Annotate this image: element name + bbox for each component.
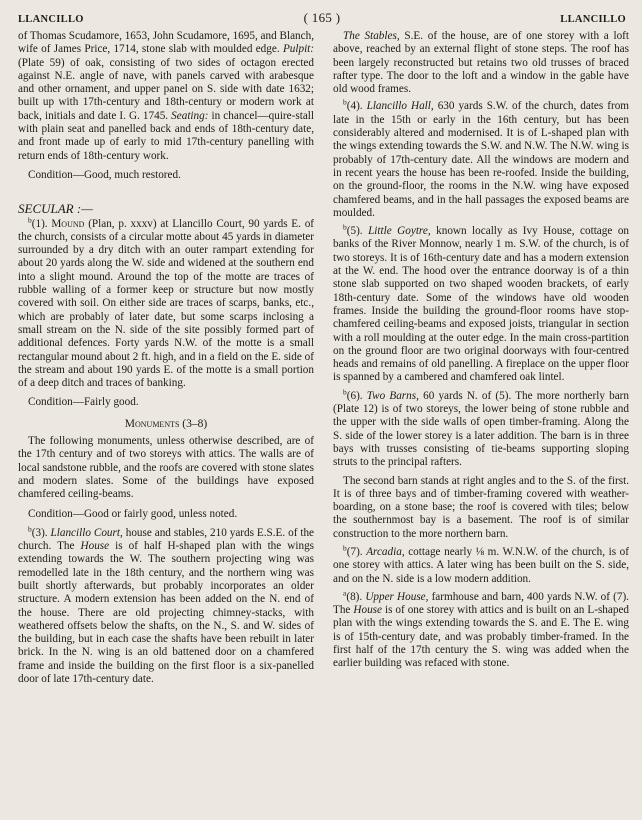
seating-label: Seating: <box>171 109 209 122</box>
entry-4-llancillo-hall <box>333 97 629 220</box>
fittings-paragraph <box>18 30 314 163</box>
condition-fittings: Condition—Good, much restored. <box>28 168 181 181</box>
condition-mound: Condition—Fairly good. <box>28 396 139 409</box>
pulpit-label: Pulpit: <box>282 43 315 56</box>
entry-3-house-label: House <box>80 540 110 553</box>
entry-3-text-b: is of half H-shaped plan with the wings extending towards the W. The southern projecting wing was remodelled late in the 18th century, and the northern wing was built shortly afterwards, but probably incorporates an older structure. A modern extension has been added on the N. end of the house. There are old projecting chimney-stacks, with weathered offsets below the shafts, on the N., S. and W. sides of the building, but in each case the shafts have been rebuilt in later brick. In the N. wing is an old battened door on a chamfered frame and inside the building on the first floor is a six-panelled door of late 17th-century date. <box>18 540 315 686</box>
entry-7-label: Arcadia, <box>366 545 405 558</box>
entry-4-text: 630 yards S.W. of the church, dates from late in the 15th or early in the 16th century, but has been considerably altered and modernised. It is of L-shaped plan with the wings extending towards the S.W. and N.W. The N.W. wing is probably of 17th-century date. All the windows are modern and in recent years the house has been re-roofed. Inside the building, on the ground-floor, the rooms in the N.W. wing have exposed chamfered beams, and in the hall passages the exposed beams are moulded. <box>333 100 629 219</box>
running-head <box>18 12 626 28</box>
entry-6-number: (6). <box>346 389 363 402</box>
stables-paragraph <box>333 30 629 96</box>
entry-6-sup: b <box>343 386 347 396</box>
entry-1-number: (1). <box>31 217 48 230</box>
running-head-right: LLANCILLO <box>560 14 626 25</box>
entry-3-number: (3). <box>31 526 48 539</box>
entry-5-label: Little Goytre, <box>368 225 431 238</box>
entry-6-second-barn: The second barn stands at right angles and to the S. of the first. It is of three bays and of timber-framing covered with weather-boarding, on a stone base; the roof is covered with tiles; below the southernmost bay is a basement. The roof is of similar construction to the more northern barn. <box>333 474 629 540</box>
entry-7-arcadia <box>333 543 629 586</box>
page-number: ( 165 ) <box>303 10 341 25</box>
entry-8-text-a: farmhouse and barn, 400 yards N.W. of (7). The <box>333 590 629 617</box>
entry-1-label: Mound <box>51 217 85 230</box>
entry-4-label: Llancillo Hall, <box>366 100 434 113</box>
monuments-intro: The following monuments, unless otherwise described, are of the 17th century and of two storeys with attics. The walls are of local sandstone rubble, and the roofs are covered with stone slates and modern slates. Some of the buildings have exposed chamfered ceiling-beams. <box>18 435 314 501</box>
entry-6-two-barns <box>333 386 629 470</box>
entry-1-sup: b <box>28 214 32 224</box>
seating-text: in chancel—quire-stall with plain seat and panelled back and ends of 18th-century date, and front made up of early to mid 17th-century panelling with return ends of 18th-century work. <box>18 109 314 162</box>
entry-7-text: cottage nearly ⅛ m. W.N.W. of the church, is of one storey with attics. A later wing has been built on the S. side, and on the N. side is a low modern addition. <box>333 545 629 585</box>
entry-5-number: (5). <box>346 225 363 238</box>
entry-3-sup: b <box>28 524 32 534</box>
intro-text: of Thomas Scudamore, 1653, John Scudamore, 1695, and Blanch, wife of James Price, 1714, stone slab with moulded edge. <box>18 30 314 56</box>
entry-8-house-label: House <box>353 604 382 617</box>
stables-label: The Stables, <box>343 30 400 42</box>
entry-8-text-b: is of one storey with attics and is built on an L-shaped plan with the wings extending towards the S. and E. The E. wing is of 15th-century date, and was probably timber-framed. In the first half of the 17th century the S. wing was added when the earlier building was refaced with stone. <box>333 604 630 670</box>
entry-8-upper-house <box>333 588 630 671</box>
entry-8-number: (8). <box>346 590 363 603</box>
entry-4-number: (4). <box>346 100 363 113</box>
entry-8-label: Upper House, <box>365 590 429 603</box>
entry-8-sup: a <box>343 588 347 598</box>
entry-7-sup: b <box>343 543 347 553</box>
entry-7-number: (7). <box>346 545 363 558</box>
entry-1-text: (Plan, p. xxxv) at Llancillo Court, 90 yards E. of the church, consists of a circular motte about 45 yards in diameter surrounded by a dry ditch with an outer rampart extending for about 20 yards along the W. side and widened at the southern end into a slight mound. Around the top of the motte are traces of rubble walling of a former keep or structure but now mostly covered with soil. On either side are traces of scarps, banks, etc., which are probably of later date, but some scarps inclosing a small stream on the N. side of the site possibly formed part of additional defences. Forty yards N.W. of the motte is a small rectangular mound about 2 ft. high, and in a field on the E. side of the stream and about 190 yards E. of the motte is a small portion of a deep ditch and traces of banking. <box>18 217 315 390</box>
secular-heading: SECULAR :— <box>18 201 93 217</box>
entry-3-text-a: house and stables, 210 yards E.S.E. of the church. The <box>18 526 315 553</box>
entry-5-sup: b <box>343 222 347 232</box>
monuments-heading: Monuments (3–8) <box>124 417 208 430</box>
right-column <box>333 30 629 676</box>
entry-5-little-goytre <box>333 222 630 385</box>
entry-1-mound <box>18 214 315 391</box>
pulpit-text: (Plate 59) of oak, consisting of two sides of octagon erected against N.E. angle of nave, with panels carved with arabesque and other ornament, and upper panel on S. side with date 1632; built up with 17th-century and 18th-century or modern work at back, initials and date I. G. 1745. <box>18 56 314 122</box>
stables-text: S.E. of the house, are of one storey with a loft above, reached by an external flight of stone steps. The roof has been largely reconstructed but retains two old trusses of braced rafter type. The door to the loft and a window in the gable have old wood frames. <box>333 30 629 96</box>
entry-3-llancillo-court <box>18 524 315 687</box>
entry-3-label: Llancillo Court, <box>50 526 123 539</box>
entry-5-text: known locally as Ivy House, cottage on banks of the River Monnow, nearly 1 m. S.W. of the church, is of two storeys. It is of 16th-century date and has a modern extension at the W. end. The hood over the entrance doorway is of a thin stone slab supported on two shaped wooden brackets, of early 18th-century date. Some of the windows have old wooden frames. Inside the building the ground-floor rooms have stop-chamfered ceiling-beams and exposed joists, triangular in section with a roll moulding at the outer edge. In the main cross-partition on the ground floor are two original doorways with four-centred heads and remains of old panelling. A fireplace on the upper floor is spanned by a cambered and chamfered oak lintel. <box>333 225 630 384</box>
condition-monuments: Condition—Good or fairly good, unless noted. <box>28 507 238 520</box>
entry-6-label: Two Barns, <box>366 389 419 402</box>
running-head-left: LLANCILLO <box>18 14 84 25</box>
entry-6-text: 60 yards N. of (5). The more northerly barn (Plate 12) is of two storeys, the lower being of stone rubble and the upper with the side walls of open timber-framing. Along the S. side of the lower storey is a later addition. The barn is in three bays with trusses consisting of tie-beams supporting sloping struts to the principal rafters. <box>333 389 629 469</box>
left-column <box>18 30 314 691</box>
entry-4-sup: b <box>343 97 347 107</box>
